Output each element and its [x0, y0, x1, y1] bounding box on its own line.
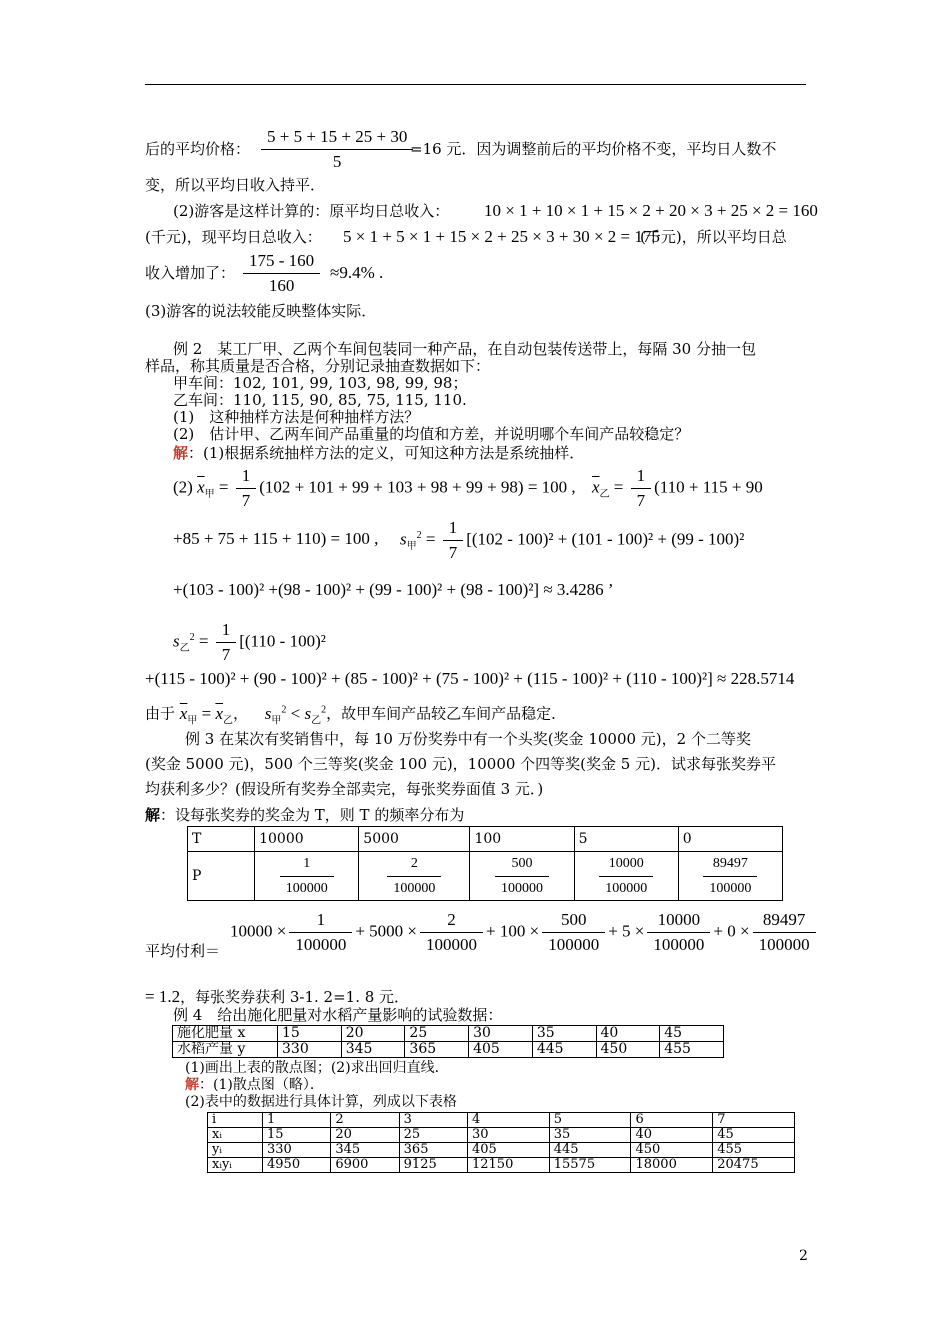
table-cell: 20475: [713, 1158, 795, 1173]
table-cell: 20: [341, 1026, 405, 1042]
ex2-conclusion: 由于 $\overline{x}_甲 = \overline{x}_乙$， $s_甲^2 < s_乙^2$，故甲车间产品较乙车间产品稳定．: [145, 703, 567, 727]
table-cell: 35: [532, 1026, 596, 1042]
table-cell: 450: [631, 1143, 713, 1158]
table-cell: 18000: [631, 1158, 713, 1173]
ex3-line1: 例 3 在某次有奖销售中，每 10 万份奖券中有一个头奖(奖金 10000 元)，2 个二等奖: [185, 730, 751, 748]
table-cell: $\frac{89497}{100000}$: [678, 852, 782, 901]
table-cell: 12150: [467, 1158, 549, 1173]
table-cell: 10000: [255, 827, 359, 852]
ex2-solution-1: 解：(1)根据系统抽样方法的定义，可知这种方法是系统抽样．: [173, 444, 585, 462]
p2-eq2: 5 × 1 + 5 × 1 + 15 × 2 + 25 × 3 + 30 × 2 = 175: [343, 227, 660, 246]
table-cell: 0: [678, 827, 782, 852]
table-cell: 405: [467, 1143, 549, 1158]
ex2-q1: (1) 这种抽样方法是何种抽样方法？: [173, 408, 420, 426]
table-cell: 7: [713, 1113, 795, 1128]
ex3-line3: 均获利多少？(假设所有奖券全部卖完，每张奖券面值 3 元．): [145, 780, 544, 798]
ex2-q2: (2) 估计甲、乙两车间产品重量的均值和方差，并说明哪个车间产品较稳定？: [173, 425, 690, 443]
table-cell: 5000: [359, 827, 470, 852]
table-cell: 6900: [331, 1158, 399, 1173]
table-cell: 365: [405, 1042, 469, 1058]
table-cell: 40: [631, 1128, 713, 1143]
table-cell: 35: [549, 1128, 631, 1143]
table-cell: 365: [399, 1143, 467, 1158]
table-cell: 30: [469, 1026, 533, 1042]
header-rule: [145, 84, 806, 85]
ex2-formula-4: $s_乙^2$ = $\frac{1}{7}$ [(110 - 100)²: [173, 620, 326, 664]
ex2-formula-2a: +85 + 75 + 115 + 110) = 100 ,: [173, 529, 379, 548]
ex2-line3: 甲车间：102, 101, 99, 103, 98, 99, 98；: [173, 374, 468, 392]
table-cell: yᵢ: [208, 1143, 263, 1158]
ex2-formula-3: +(103 - 100)² +(98 - 100)² + (99 - 100)² + (98 - 100)²] ≈ 3.4286 ’: [173, 580, 614, 599]
table-cell: 25: [405, 1026, 469, 1042]
p1-fraction: $\frac{5 + 5 + 15 + 25 + 30}{5}$: [258, 127, 416, 172]
table-cell: 15: [263, 1128, 331, 1143]
table-cell: $\frac{2}{100000}$: [359, 852, 470, 901]
p1-text-c: 变，所以平均日收入持平．: [145, 176, 326, 194]
ex4-solution-2: (2)表中的数据进行具体计算，列成以下表格: [185, 1094, 457, 1110]
table-cell: 15575: [549, 1158, 631, 1173]
regression-calc-table: [207, 1112, 795, 1173]
table-cell: 455: [713, 1143, 795, 1158]
table-cell: 450: [596, 1042, 660, 1058]
table-cell: 6: [631, 1113, 713, 1128]
table-cell: xᵢyᵢ: [208, 1158, 263, 1173]
table-cell: 30: [467, 1128, 549, 1143]
table-cell: 445: [532, 1042, 596, 1058]
ex4-solution-1: 解：(1)散点图（略）．: [185, 1077, 324, 1093]
table-cell: P: [188, 852, 255, 901]
table-cell: 455: [660, 1042, 724, 1058]
table-cell: 15: [278, 1026, 342, 1042]
p2-text-b: (千元)，现平均日总收入：: [145, 228, 322, 246]
table-cell: 330: [263, 1143, 331, 1158]
p2-eq1: 10 × 1 + 10 × 1 + 15 × 2 + 20 × 3 + 25 × 2 = 160: [484, 201, 818, 220]
fertilizer-table: [172, 1025, 724, 1058]
table-cell: 45: [713, 1128, 795, 1143]
ex2-formula-1: (2) $\overline{x}_甲$ = $\frac{1}{7}$ (102 + 101 + 99 + 103 + 98 + 99 + 98) = 100 ,: [173, 466, 576, 510]
p3-text: (3)游客的说法较能反映整体实际．: [145, 302, 377, 320]
p1-text-b: =16 元．因为调整前后的平均价格不变，平均日人数不: [410, 140, 777, 158]
p2-text-c: (千元)，所以平均日总: [640, 228, 787, 246]
table-cell: 5: [549, 1113, 631, 1128]
table-cell: 3: [399, 1113, 467, 1128]
table-cell: 水稻产量 y: [173, 1042, 278, 1058]
table-cell: 1: [263, 1113, 331, 1128]
table-cell: T: [188, 827, 255, 852]
table-cell: 445: [549, 1143, 631, 1158]
p2-approx: ≈9.4% .: [330, 263, 384, 282]
ex4-line1: 例 4 给出施化肥量对水稻产量影响的试验数据：: [173, 1006, 503, 1024]
table-cell: 40: [596, 1026, 660, 1042]
table-cell: 100: [470, 827, 574, 852]
avg-payout-expression: 10000 × $\frac{1}{100000}$ + 5000 × $\frac{2}{100000}$ + 100 × $\frac{500}{100000}$ + 5 × $\frac{10000}{100000}$ + 0 × $\frac{89497}{100000}$: [230, 910, 819, 955]
p2-text-d: 收入增加了：: [145, 264, 236, 282]
ex2-line2: 样品，称其质量是否合格，分别记录抽查数据如下：: [145, 357, 491, 375]
solution-label: 解: [173, 444, 189, 462]
avg-payout-result: = 1.2，每张奖券获利 3-1. 2=1. 8 元．: [145, 987, 410, 1006]
table-cell: 45: [660, 1026, 724, 1042]
ex2-formula-5: +(115 - 100)² + (90 - 100)² + (85 - 100)² + (75 - 100)² + (115 - 100)² + (110 - 100)²] ≈ 228.5714: [145, 669, 795, 688]
table-cell: 405: [469, 1042, 533, 1058]
table-cell: 345: [341, 1042, 405, 1058]
table-cell: i: [208, 1113, 263, 1128]
prize-distribution-table: [187, 826, 783, 901]
table-cell: 4: [467, 1113, 549, 1128]
page-number: 2: [799, 1248, 808, 1264]
table-cell: 330: [278, 1042, 342, 1058]
table-cell: 施化肥量 x: [173, 1026, 278, 1042]
table-cell: $\frac{1}{100000}$: [255, 852, 359, 901]
table-cell: 25: [399, 1128, 467, 1143]
table-cell: xᵢ: [208, 1128, 263, 1143]
table-cell: 4950: [263, 1158, 331, 1173]
avg-payout-label: 平均付利＝: [145, 942, 221, 960]
table-cell: $\frac{500}{100000}$: [470, 852, 574, 901]
ex2-formula-2b: $s_甲^2$ = $\frac{1}{7}$ [(102 - 100)² + (101 - 100)² + (99 - 100)²: [400, 518, 745, 562]
table-cell: 20: [331, 1128, 399, 1143]
table-cell: 5: [574, 827, 678, 852]
p2-fraction: $\frac{175 - 160}{160}$: [240, 251, 323, 296]
p1-label: 后的平均价格：: [145, 140, 251, 158]
table-cell: $\frac{10000}{100000}$: [574, 852, 678, 901]
ex2-formula-1b: $\overline{x}_乙$ = $\frac{1}{7}$ (110 + 115 + 90: [592, 466, 763, 510]
ex4-question: (1)画出上表的散点图；(2)求出回归直线．: [185, 1060, 449, 1076]
ex2-line4: 乙车间：110, 115, 90, 85, 75, 115, 110.: [173, 391, 467, 409]
table-cell: 2: [331, 1113, 399, 1128]
ex2-line1: 例 2 某工厂甲、乙两个车间包装同一种产品，在自动包装传送带上，每隔 30 分抽一包: [173, 340, 756, 358]
table-cell: 345: [331, 1143, 399, 1158]
ex3-line2: (奖金 5000 元)，500 个三等奖(奖金 100 元)，10000 个四等奖(奖金 5 元)．试求每张奖券平: [145, 755, 776, 773]
p2-text-a: (2)游客是这样计算的：原平均日总收入：: [173, 202, 450, 220]
ex3-solution-1: 解：设每张奖券的奖金为 T，则 T 的频率分布为: [145, 806, 465, 824]
table-cell: 9125: [399, 1158, 467, 1173]
